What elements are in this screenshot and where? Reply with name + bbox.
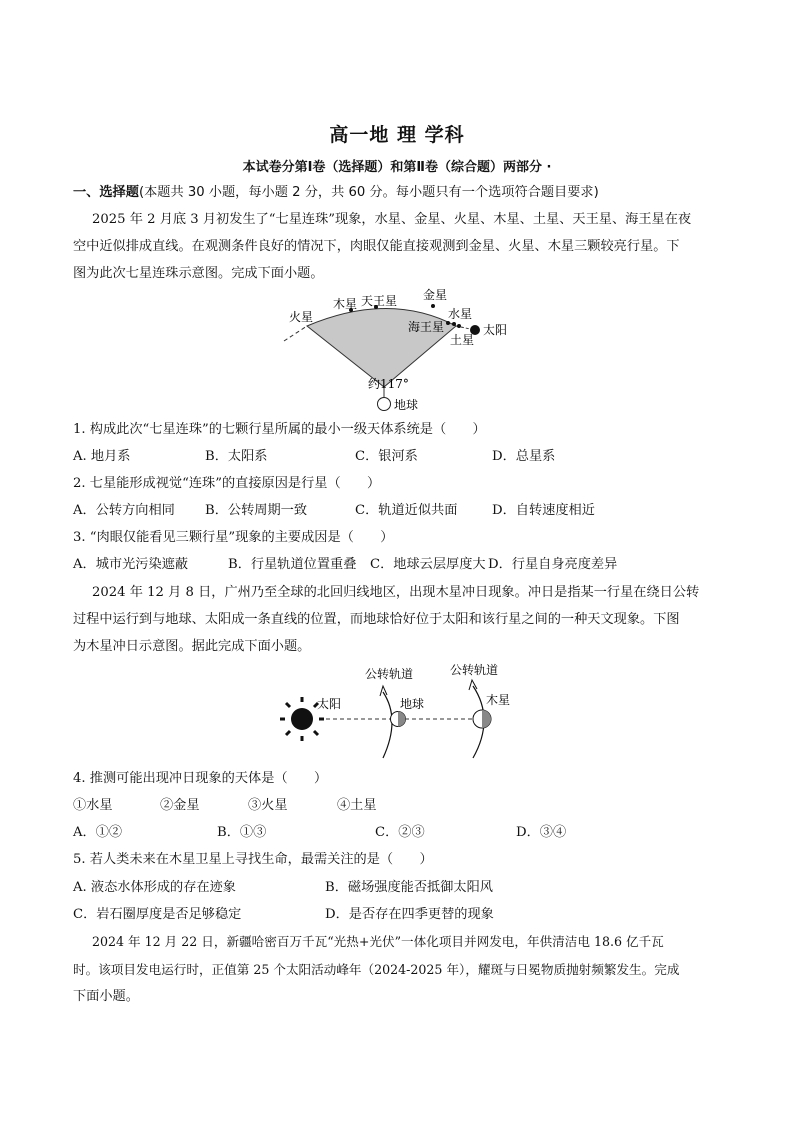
q3-option-d[interactable]: D．行星自身亮度差异: [488, 557, 618, 572]
q4-choice-1: ①水星: [73, 798, 113, 813]
q5-option-c[interactable]: C．岩石圈厚度是否足够稳定: [73, 907, 242, 922]
label-mercury: 水星: [448, 307, 473, 321]
jupiter-icon: [473, 710, 491, 728]
q4-choice-3: ③火星: [248, 798, 288, 813]
venus-dot: [431, 304, 435, 308]
passage1-line: 空中近似排成直线。在观测条件良好的情况下，肉眼仅能直接观测到金星、火星、木星三颗较亮行星。下: [73, 239, 680, 254]
label-mars: 火星: [289, 310, 314, 324]
section-label: 一、选择题: [73, 185, 139, 200]
q2-option-b[interactable]: B．公转周期一致: [205, 503, 308, 518]
label-angle: 约117°: [368, 377, 409, 391]
q1-option-a[interactable]: A. 地月系: [73, 449, 131, 464]
section-note: (本题共 30 小题，每小题 2 分，共 60 分。每小题只有一个选项符合题目要求): [138, 185, 599, 200]
q2-option-d[interactable]: D．自转速度相近: [492, 503, 595, 518]
label-jupiter: 木星: [486, 693, 511, 707]
label-neptune: 海王星: [408, 320, 445, 334]
label-jupiter: 木星: [333, 297, 358, 311]
passage1-line: 2025 年 2 月底 3 月初发生了“七星连珠”现象，水星、金星、火星、木星、土星、天王星、海王星在夜: [92, 212, 692, 227]
earth-icon: [391, 712, 406, 727]
passage3-line: 2024 年 12 月 22 日，新疆哈密百万千瓦“光热+光伏”一体化项目并网发电，年供清洁电 18.6 亿千瓦: [92, 934, 664, 949]
q5-option-d[interactable]: D．是否存在四季更替的现象: [325, 907, 494, 922]
passage3-line: 下面小题。: [73, 989, 139, 1004]
q4-option-a[interactable]: A．①②: [73, 825, 123, 840]
q4-option-d[interactable]: D．③④: [516, 825, 567, 840]
q5-option-b[interactable]: B．磁场强度能否抵御太阳风: [325, 880, 493, 895]
question-3-stem: 3. “肉眼仅能看见三颗行星”现象的主要成因是（ ）: [73, 530, 394, 545]
label-saturn: 土星: [450, 333, 475, 347]
label-uranus: 天王星: [361, 294, 398, 308]
passage2-line: 过程中运行到与地球、太阳成一条直线的位置，而地球恰好位于太阳和该行星之间的一种天文现象。下图: [73, 612, 680, 627]
passage3-line: 时。该项目发电运行时，正值第 25 个太阳活动峰年（2024-2025 年），耀斑与日冕物质抛射频繁发生。完成: [73, 962, 680, 977]
passage2-line: 2024 年 12 月 8 日，广州乃至全球的北回归线地区，出现木星冲日现象。冲日是指某一行星在绕日公转: [92, 585, 700, 600]
alignment-dash-left: [284, 326, 307, 341]
label-earth: 地球: [394, 398, 419, 412]
label-earth: 地球: [400, 697, 425, 711]
earth-symbol: [378, 398, 391, 411]
question-2-stem: 2. 七星能形成视觉“连珠”的直接原因是行星（ ）: [73, 476, 381, 491]
q3-option-b[interactable]: B．行星轨道位置重叠: [228, 557, 357, 572]
section-heading: [73, 184, 599, 202]
jupiter-orbit-arrow-icon: [469, 680, 477, 690]
label-sun: 太阳: [483, 323, 508, 337]
q4-option-c[interactable]: C．②③: [375, 825, 425, 840]
passage2-line: 为木星冲日示意图。据此完成下面小题。: [73, 639, 311, 654]
label-earth-orbit: 公转轨道: [365, 667, 414, 681]
passage1-line: 图为此次七星连珠示意图。完成下面小题。: [73, 266, 324, 281]
q1-option-c[interactable]: C．银河系: [355, 449, 418, 464]
question-5-stem: 5. 若人类未来在木星卫星上寻找生命，最需关注的是（ ）: [73, 852, 433, 867]
q4-choice-2: ②金星: [160, 798, 200, 813]
page-title: 高一地 理 学科: [329, 124, 465, 146]
saturn-dot: [457, 324, 461, 328]
question-4-stem: 4. 推测可能出现冲日现象的天体是（ ）: [73, 771, 328, 786]
seven-planets-diagram: [270, 283, 520, 415]
q3-option-c[interactable]: C．地球云层厚度大: [370, 557, 486, 572]
q3-option-a[interactable]: A．城市光污染遮蔽: [73, 557, 189, 572]
q1-option-b[interactable]: B．太阳系: [205, 449, 268, 464]
label-jupiter-orbit: 公转轨道: [450, 663, 499, 677]
q4-choice-4: ④土星: [337, 798, 377, 813]
earth-orbit-arrow-icon: [380, 686, 387, 696]
neptune-dot: [452, 322, 456, 326]
jupiter-opposition-diagram: [280, 662, 520, 762]
earth-orbit: [383, 692, 392, 758]
q1-option-d[interactable]: D．总星系: [492, 449, 556, 464]
label-sun: 太阳: [317, 697, 342, 711]
mercury-dot: [446, 321, 450, 325]
question-1-stem: 1. 构成此次“七星连珠”的七颗行星所属的最小一级天体系统是（ ）: [73, 422, 486, 437]
q2-option-a[interactable]: A．公转方向相同: [73, 503, 175, 518]
page-subtitle: 本试卷分第Ⅰ卷（选择题）和第Ⅱ卷（综合题）两部分 ·: [242, 160, 552, 175]
q4-option-b[interactable]: B．①③: [217, 825, 267, 840]
q5-option-a[interactable]: A. 液态水体形成的存在迹象: [73, 880, 236, 895]
q2-option-c[interactable]: C．轨道近似共面: [355, 503, 458, 518]
label-venus: 金星: [423, 288, 448, 302]
